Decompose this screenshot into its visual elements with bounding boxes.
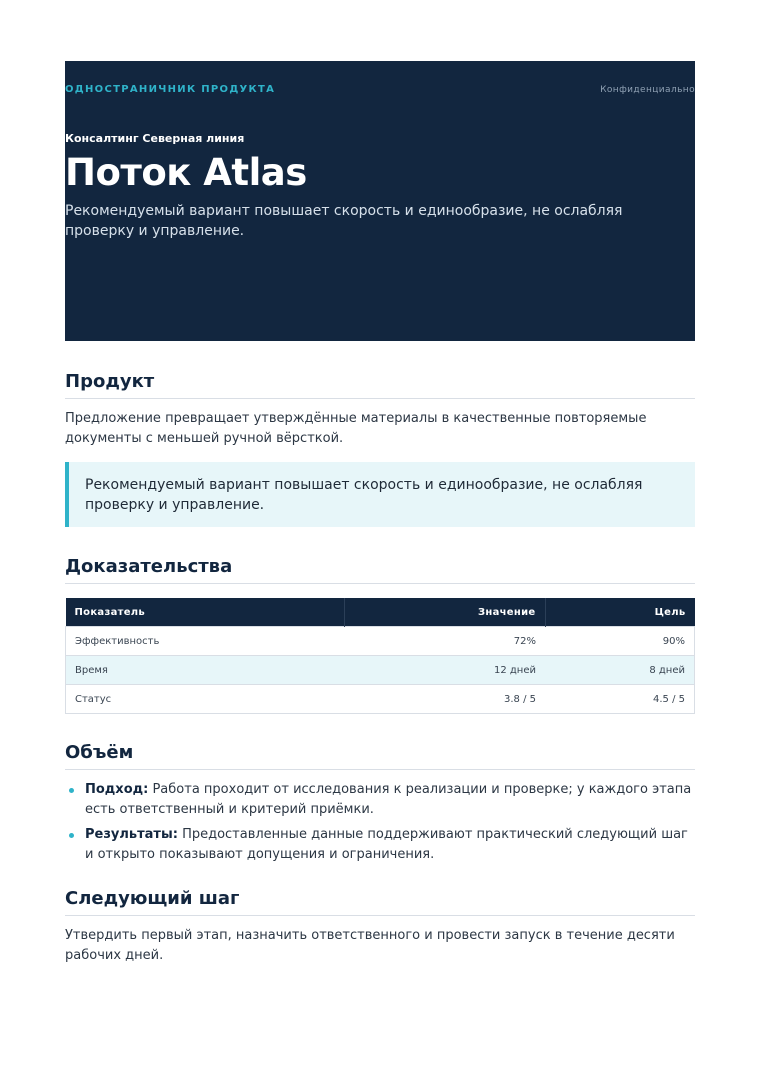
metric-cell: Время <box>66 656 345 685</box>
scope-item-text: Работа проходит от исследования к реализации и проверке; у каждого этапа есть ответственный и критерий приёмки. <box>85 782 692 817</box>
next-step-text: Утвердить первый этап, назначить ответственного и провести запуск в течение десяти рабочих дней. <box>65 928 675 963</box>
hero-lead: Рекомендуемый вариант повышает скорость и единообразие, не ослабляя проверку и управление. <box>65 203 623 239</box>
column-header-target: Цель <box>545 598 695 627</box>
target-cell: 8 дней <box>545 656 695 685</box>
metric-cell: Эффективность <box>66 627 345 656</box>
scope-list <box>65 780 695 870</box>
column-header-metric: Показатель <box>66 598 345 627</box>
value-cell: 12 дней <box>344 656 545 685</box>
table-row <box>66 656 695 685</box>
table-row <box>66 685 695 714</box>
list-item <box>65 780 695 820</box>
value-cell: 72% <box>344 627 545 656</box>
scope-item-label: Результаты: <box>85 827 178 842</box>
column-header-value: Значение <box>344 598 545 627</box>
product-text: Предложение превращает утверждённые материалы в качественные повторяемые документы с меньшей ручной вёрсткой. <box>65 411 647 446</box>
page-title: Поток Atlas <box>65 151 307 194</box>
section-heading-evidence: Доказательства <box>65 556 695 584</box>
metric-cell: Статус <box>66 685 345 714</box>
document-kicker: ОДНОСТРАНИЧНИК ПРОДУКТА <box>65 84 276 95</box>
scope-item-text: Предоставленные данные поддерживают практический следующий шаг и открыто показывают допущения и ограничения. <box>85 827 688 862</box>
scope-item-label: Подход: <box>85 782 149 797</box>
hero-banner <box>65 61 695 341</box>
section-heading-scope: Объём <box>65 742 695 770</box>
table-header-row <box>66 598 695 627</box>
target-cell: 90% <box>545 627 695 656</box>
recommendation-callout: Рекомендуемый вариант повышает скорость и единообразие, не ослабляя проверку и управление. <box>65 462 695 527</box>
section-heading-product: Продукт <box>65 371 695 399</box>
section-heading-next-step: Следующий шаг <box>65 888 695 916</box>
evidence-table <box>65 598 695 714</box>
value-cell: 3.8 / 5 <box>344 685 545 714</box>
target-cell: 4.5 / 5 <box>545 685 695 714</box>
table-row <box>66 627 695 656</box>
confidential-label: Конфиденциально <box>600 85 695 95</box>
organization-name: Консалтинг Северная линия <box>65 132 245 145</box>
list-item <box>65 825 695 865</box>
